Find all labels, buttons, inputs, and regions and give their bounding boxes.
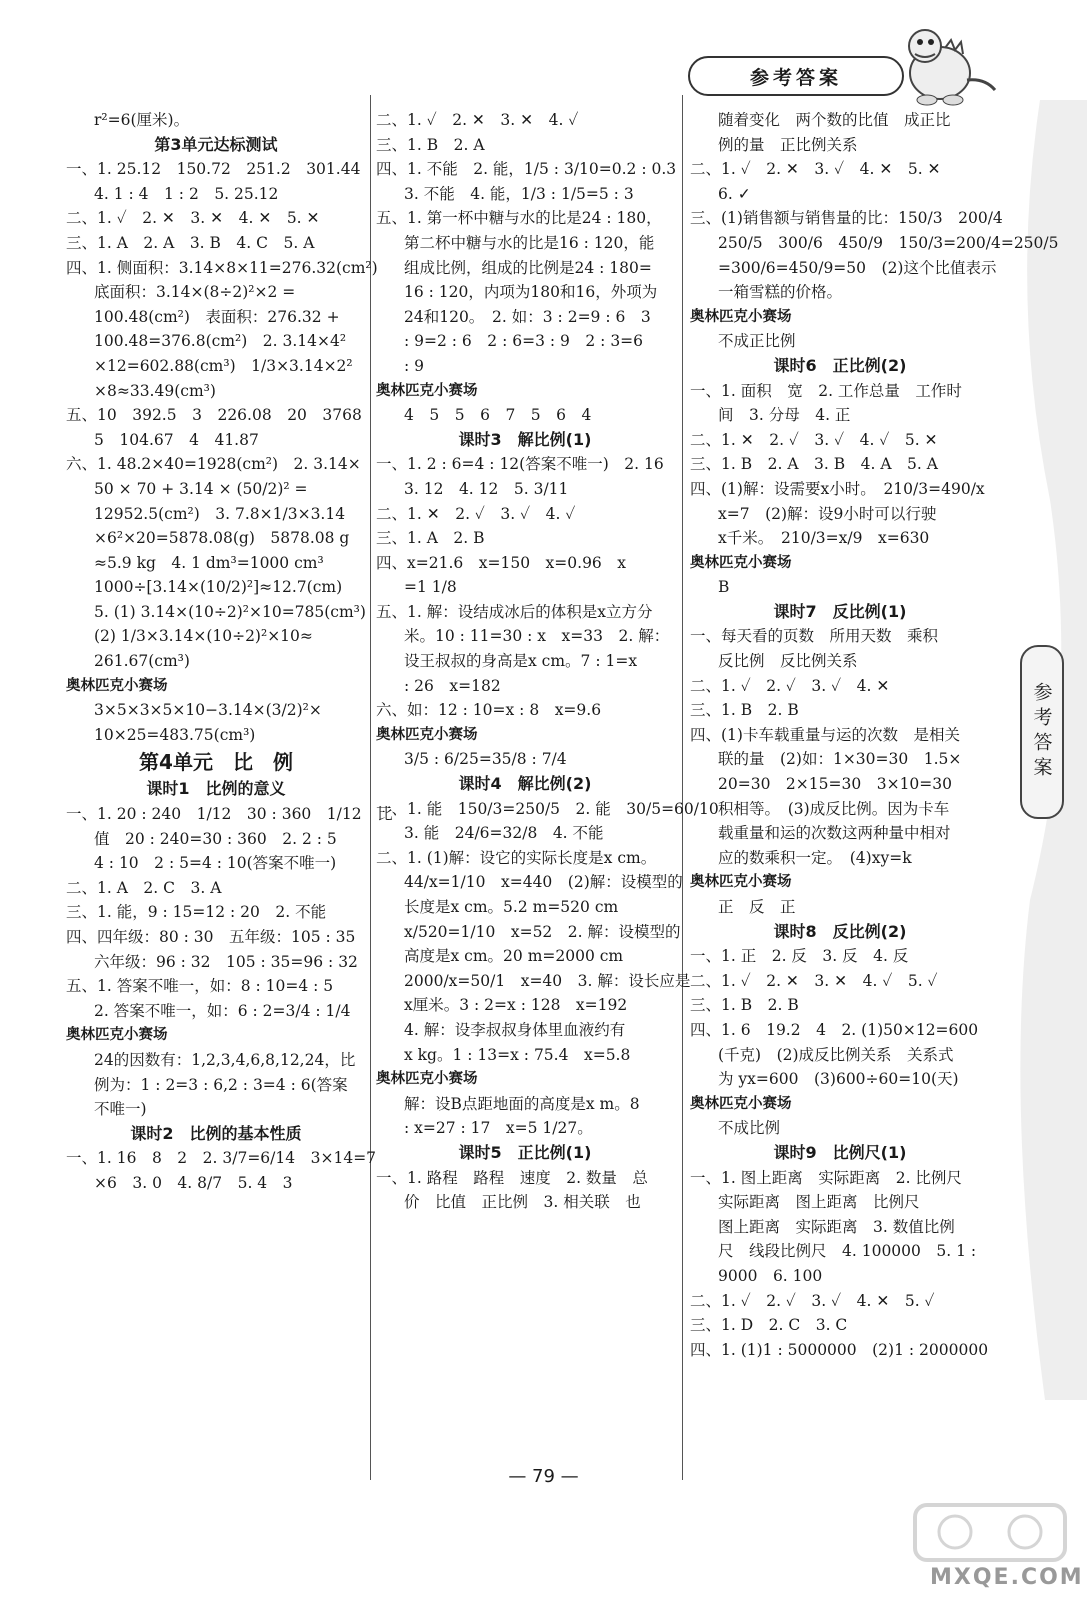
olympiad-label: 奥林匹克小赛场 bbox=[690, 554, 792, 571]
answer-line: ×8≈33.49(cm³) bbox=[94, 381, 216, 400]
answer-line: ≈5.9 kg 4. 1 dm³=1000 cm³ bbox=[94, 553, 324, 572]
answer-line: 9000 6. 100 bbox=[718, 1266, 823, 1285]
answer-line: 3. 能 24/6=32/8 4. 不能 bbox=[404, 824, 604, 843]
answer-line: 一、1. 面积 宽 2. 工作总量 工作时 bbox=[690, 381, 962, 400]
answer-line: 2000/x=50/1 x=40 3. 解：设长应是 bbox=[404, 971, 691, 990]
answer-line: x kg。1 : 13=x : 75.4 x=5.8 bbox=[404, 1045, 631, 1064]
answer-line: 积相等。 (3)成反比例。因为卡车 bbox=[718, 799, 950, 818]
answer-line: 三、1. A 2. A 3. B 4. C 5. A bbox=[66, 233, 315, 252]
answer-line: 4 5 5 6 7 5 6 4 bbox=[404, 406, 592, 425]
unit-heading: 第4单元 比 例 bbox=[139, 750, 293, 775]
answer-line: 四、x=21.6 x=150 x=0.96 x bbox=[376, 553, 627, 572]
answer-line: x厘米。3 : 2=x : 128 x=192 bbox=[404, 996, 628, 1015]
answer-line: 载重量和运的次数这两种量中相对 bbox=[718, 824, 951, 843]
olympiad-label: 奥林匹克小赛场 bbox=[690, 874, 792, 891]
answer-line: 六、1. 48.2×40=1928(cm²) 2. 3.14× bbox=[66, 455, 361, 474]
olympiad-label: 奥林匹克小赛场 bbox=[376, 726, 478, 743]
answer-line: 尺 线段比例尺 4. 100000 5. 1 : bbox=[718, 1242, 977, 1261]
answer-line: x千米。 210/3=x/9 x=630 bbox=[718, 529, 930, 548]
answer-line: 底面积：3.14×(8÷2)²×2 = bbox=[94, 283, 296, 302]
side-tab-label: 参考答案 bbox=[1030, 682, 1053, 782]
answer-line: 五、10 392.5 3 226.08 20 3768 bbox=[66, 406, 362, 425]
section-heading: 课时2 比例的基本性质 bbox=[130, 1123, 302, 1143]
answer-line: 10×25=483.75(cm³) bbox=[94, 725, 256, 744]
olympiad-label: 奥林匹克小赛场 bbox=[66, 677, 168, 694]
answer-line: 二、1. (1)解：设它的实际长度是x cm。 bbox=[376, 848, 657, 867]
olympiad-label: 奥林匹克小赛场 bbox=[376, 382, 478, 399]
header-title: 参考答案 bbox=[749, 66, 842, 89]
section-heading: 第3单元达标测试 bbox=[154, 134, 278, 154]
answer-line: x/520=1/10 x=52 2. 解：设模型的 bbox=[404, 922, 681, 941]
answer-line: 4. 1 : 4 1 : 2 5. 25.12 bbox=[94, 184, 279, 203]
answer-line: 二、1. ✓ 2. ✓ 3. ✓ 4. ✕ bbox=[690, 676, 890, 695]
answer-line: 联的量 (2)如：1×30=30 1.5× bbox=[718, 750, 962, 769]
answer-line: 图上距离 实际距离 3. 数值比例 bbox=[718, 1217, 955, 1236]
answer-line: : 26 x=182 bbox=[404, 676, 501, 695]
answer-line: 3/5 : 6/25=35/8 : 7/4 bbox=[404, 750, 567, 769]
answer-line: ×6²×20=5878.08(g) 5878.08 g bbox=[94, 529, 350, 548]
answer-line: 二、1. ✓ 2. ✕ 3. ✕ 4. ✓ 5. ✓ bbox=[690, 971, 938, 990]
answer-line: 一、1. 20 : 240 1/12 30 : 360 1/12 比 bbox=[66, 805, 393, 824]
section-heading: 课时3 解比例(1) bbox=[458, 429, 592, 449]
answer-line: 五、1. 答案不唯一，如：8 : 10=4 : 5 bbox=[66, 977, 334, 996]
section-heading: 课时5 正比例(1) bbox=[458, 1142, 592, 1162]
olympiad-label: 奥林匹克小赛场 bbox=[690, 308, 792, 325]
answer-line: 1000÷[3.14×(10/2)²]≈12.7(cm) bbox=[94, 578, 343, 597]
answer-line: 3. 12 4. 12 5. 3/11 bbox=[404, 479, 569, 498]
answer-line: 值 20 : 240=30 : 360 2. 2 : 5 bbox=[94, 829, 337, 848]
answer-line: 5 104.67 4 41.87 bbox=[94, 430, 259, 449]
answer-line: 100.48(cm²) 表面积：276.32 + bbox=[94, 307, 340, 326]
answer-line: 16 : 120，内项为180和16，外项为 bbox=[404, 283, 658, 302]
answer-line: 24和120。 2. 如：3 : 2=9 : 6 3 bbox=[404, 307, 651, 326]
answer-line: 随着变化 两个数的比值 成正比 bbox=[718, 111, 951, 129]
answer-line: 三、(1)销售额与销售量的比：150/3 200/4 bbox=[690, 209, 1003, 228]
answer-line: 250/5 300/6 450/9 150/3=200/4=250/5 bbox=[718, 233, 1059, 252]
answer-line: 一箱雪糕的价格。 bbox=[718, 283, 843, 302]
answer-line: 二、1. ✓ 2. ✕ 3. ✕ 4. ✕ 5. ✕ bbox=[66, 209, 320, 228]
answer-line: ×6 3. 0 4. 8/7 5. 4 3 bbox=[94, 1173, 293, 1192]
header-title-tab bbox=[688, 56, 904, 96]
answer-line: 24的因数有：1,2,3,4,6,8,12,24，比 bbox=[94, 1050, 356, 1069]
answer-line: 3. 不能 4. 能，1/3 : 1/5=5 : 3 bbox=[404, 184, 634, 203]
answer-line: 20=30 2×15=30 3×10=30 bbox=[718, 775, 952, 794]
watermark-text: MXQE.COM bbox=[930, 1565, 1084, 1590]
answer-line: 四、1. 不能 2. 能，1/5 : 3/10=0.2 : 0.3 bbox=[376, 160, 677, 179]
answer-line: 三、1. B 2. A bbox=[376, 135, 485, 154]
answer-line: =300/6=450/9=50 (2)这个比值表示 bbox=[718, 258, 997, 277]
answer-line: 四、四年级：80 : 30 五年级：105 : 35 bbox=[66, 928, 356, 946]
answer-line: 一、1. 16 8 2 2. 3/7=6/14 3×14=7 bbox=[66, 1149, 377, 1168]
answer-line: 二、1. ✓ 2. ✓ 3. ✓ 4. ✕ 5. ✓ bbox=[690, 1291, 935, 1310]
answer-line: 第二杯中糖与水的比是16 : 120，能 bbox=[404, 233, 655, 252]
olympiad-label: 奥林匹克小赛场 bbox=[690, 1095, 792, 1112]
column-divider bbox=[370, 95, 371, 1480]
answer-line: 二、1. ✕ 2. ✓ 3. ✓ 4. ✓ 5. ✕ bbox=[690, 430, 938, 449]
section-heading: 课时7 反比例(1) bbox=[773, 601, 907, 621]
answer-line: 三、1. B 2. A 3. B 4. A 5. A bbox=[690, 455, 938, 474]
answer-line: 一、每天看的页数 所用天数 乘积 bbox=[690, 627, 939, 646]
answer-line: 不成比例 bbox=[718, 1119, 781, 1138]
answer-column-1 bbox=[66, 108, 393, 1196]
olympiad-label: 奥林匹克小赛场 bbox=[66, 1027, 168, 1044]
section-heading: 课时8 反比例(2) bbox=[773, 921, 907, 941]
answer-line: 价 比值 正比例 3. 相关联 也 bbox=[404, 1193, 641, 1212]
answer-line: 六、如：12 : 10=x : 8 x=9.6 bbox=[376, 701, 602, 720]
answer-line: 实际距离 图上距离 比例尺 bbox=[718, 1193, 920, 1212]
column-divider bbox=[682, 95, 683, 1480]
answer-line: 高度是x cm。20 m=2000 cm bbox=[404, 947, 624, 966]
page-number: — 79 — bbox=[508, 1466, 579, 1487]
answer-line: B bbox=[718, 578, 730, 597]
answer-line: 长度是x cm。5.2 m=520 cm bbox=[404, 898, 619, 916]
dinosaur-mascot-icon bbox=[885, 18, 1005, 108]
answer-line: 间 3. 分母 4. 正 bbox=[718, 406, 851, 425]
section-heading: 课时6 正比例(2) bbox=[773, 355, 907, 375]
answer-line: 不唯一) bbox=[94, 1100, 147, 1119]
section-heading: 课时9 比例尺(1) bbox=[773, 1142, 907, 1162]
answer-line: x=7 (2)解：设9小时可以行驶 bbox=[718, 504, 937, 523]
answer-line: 一、1. 能 150/3=250/5 2. 能 30/5=60/10 bbox=[376, 799, 719, 818]
answer-line: : 9 bbox=[404, 356, 425, 375]
answer-line: 44/x=1/10 x=440 (2)解：设模型的 bbox=[404, 873, 683, 892]
answer-line: 不成正比例 bbox=[718, 332, 796, 351]
answer-line: 四、1. (1)1 : 5000000 (2)1 : 2000000 bbox=[690, 1340, 989, 1359]
answer-line: 3×5×3×5×10−3.14×(3/2)²× bbox=[94, 701, 322, 720]
answer-line: 正 反 正 bbox=[718, 898, 796, 916]
answer-line: 三、1. B 2. B bbox=[690, 996, 799, 1015]
answer-line: 组成比例，组成的比例是24 : 180= bbox=[404, 258, 652, 277]
answer-line: 三、1. A 2. B bbox=[376, 529, 485, 548]
answer-line: 二、1. A 2. C 3. A bbox=[66, 878, 222, 897]
answer-line: 12952.5(cm²) 3. 7.8×1/3×3.14 bbox=[94, 504, 346, 523]
answer-line: 米。10 : 11=30 : x x=33 2. 解： bbox=[404, 627, 670, 646]
answer-line: 50 × 70 + 3.14 × (50/2)² = bbox=[94, 479, 308, 498]
answer-line: 例为：1 : 2=3 : 6,2 : 3=4 : 6(答案 bbox=[94, 1075, 348, 1094]
answer-line: 2. 答案不唯一，如：6 : 2=3/4 : 1/4 bbox=[94, 1001, 351, 1020]
answer-line: 4 : 10 2 : 5=4 : 10(答案不唯一) bbox=[94, 854, 337, 873]
answer-line: 一、1. 图上距离 实际距离 2. 比例尺 bbox=[690, 1168, 962, 1187]
answer-line: 解：设B点距地面的高度是x m。8 bbox=[404, 1094, 640, 1113]
answer-line: (千克) (2)成反比例关系 关系式 bbox=[718, 1045, 954, 1064]
answer-line: 二、1. ✓ 2. ✕ 3. ✕ 4. ✓ bbox=[376, 111, 579, 129]
answer-line: 二、1. ✓ 2. ✕ 3. ✓ 4. ✕ 5. ✕ bbox=[690, 160, 941, 179]
answer-line: 5. (1) 3.14×(10÷2)²×10=785(cm³) bbox=[94, 602, 366, 621]
answer-line: 三、1. 能，9 : 15=12 : 20 2. 不能 bbox=[66, 903, 327, 922]
answer-line: 100.48=376.8(cm²) 2. 3.14×4² bbox=[94, 332, 347, 351]
answer-line: 6. ✓ bbox=[718, 184, 751, 203]
section-heading: 课时4 解比例(2) bbox=[458, 774, 592, 794]
answer-line: 为 yx=600 (3)600÷60=10(天) bbox=[718, 1070, 959, 1089]
section-heading: 课时1 比例的意义 bbox=[146, 779, 286, 799]
answer-line: 一、1. 25.12 150.72 251.2 301.44 bbox=[66, 160, 361, 179]
answer-line: 例的量 正比例关系 bbox=[718, 135, 858, 154]
answer-line: 4. 解：设李叔叔身体里血液约有 bbox=[404, 1020, 626, 1039]
answer-line: ×12=602.88(cm³) 1/3×3.14×2² bbox=[94, 356, 353, 375]
answer-line: 一、1. 正 2. 反 3. 反 4. 反 bbox=[690, 947, 909, 966]
answer-line: 三、1. D 2. C 3. C bbox=[690, 1316, 848, 1335]
side-tab-answers bbox=[1020, 645, 1064, 819]
answer-line: 一、1. 路程 路程 速度 2. 数量 总 bbox=[376, 1168, 648, 1187]
answer-line: 261.67(cm³) bbox=[94, 652, 190, 671]
answer-line: 五、1. 解：设结成冰后的体积是x立方分 bbox=[376, 602, 653, 621]
answer-line: 应的数乘积一定。 (4)xy=k bbox=[718, 848, 912, 867]
answer-line: 四、(1)解：设需要x小时。 210/3=490/x bbox=[690, 479, 985, 498]
answer-line: 四、1. 6 19.2 4 2. (1)50×12=600 bbox=[690, 1020, 979, 1039]
answer-line: 三、1. B 2. B bbox=[690, 701, 799, 720]
olympiad-label: 奥林匹克小赛场 bbox=[376, 1071, 478, 1088]
answer-line: 一、1. 2 : 6=4 : 12(答案不唯一) 2. 16 bbox=[376, 455, 664, 474]
answer-line: 反比例 反比例关系 bbox=[718, 652, 858, 671]
answer-column-2 bbox=[376, 108, 719, 1215]
answer-line: 五、1. 第一杯中糖与水的比是24 : 180， bbox=[376, 209, 662, 228]
answer-line: : 9=2 : 6 2 : 6=3 : 9 2 : 3=6 bbox=[404, 332, 644, 351]
answer-line: (2) 1/3×3.14×(10÷2)²×10≈ bbox=[94, 627, 313, 646]
answer-line: r²=6(厘米)。 bbox=[94, 111, 190, 129]
answer-line: =1 1/8 bbox=[404, 578, 457, 597]
answer-line: 设王叔叔的身高是x cm。7 : 1=x bbox=[404, 652, 638, 671]
answer-line: : x=27 : 17 x=5 1/27。 bbox=[404, 1119, 593, 1138]
answer-line: 四、(1)卡车载重量与运的次数 是相关 bbox=[690, 725, 960, 744]
answer-line: 六年级：96 : 32 105 : 35=96 : 32 bbox=[94, 952, 358, 971]
answer-line: 四、1. 侧面积：3.14×8×11=276.32(cm²) bbox=[66, 258, 378, 277]
answer-line: 二、1. ✕ 2. ✓ 3. ✓ 4. ✓ bbox=[376, 504, 576, 523]
